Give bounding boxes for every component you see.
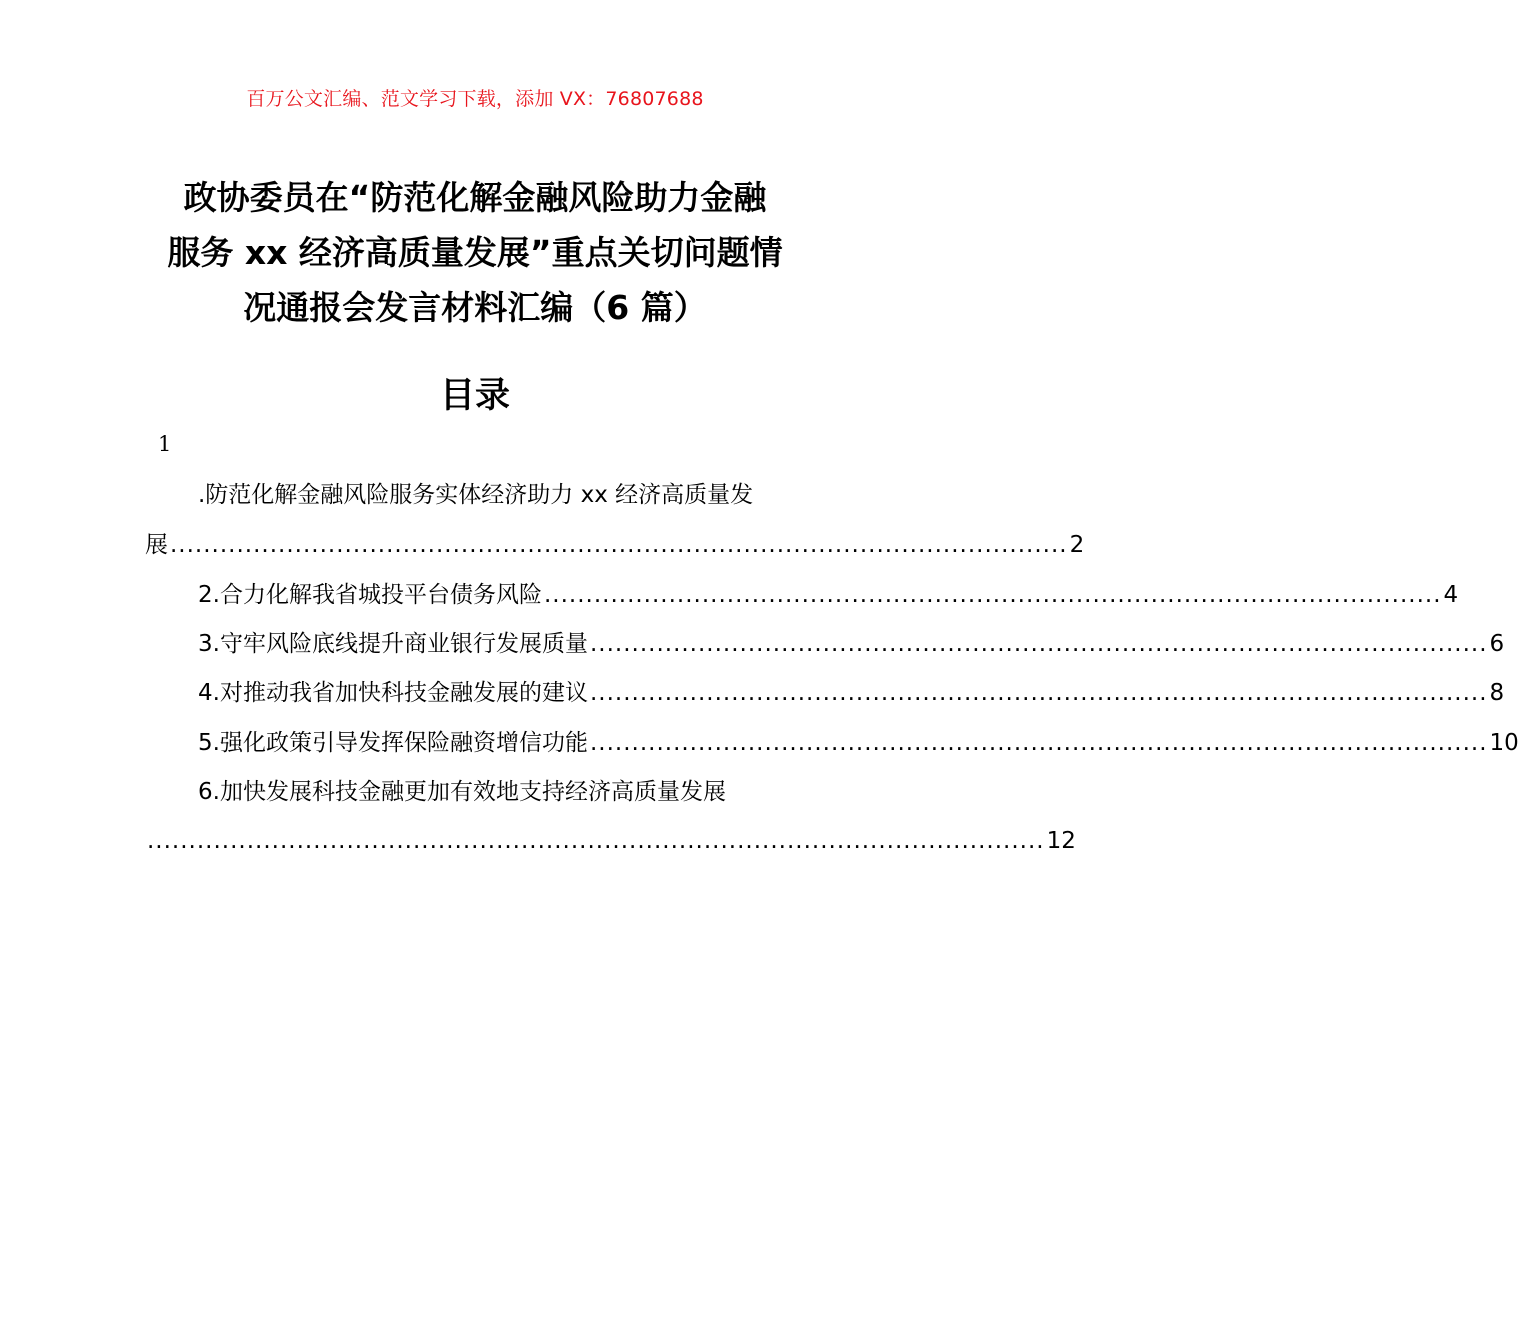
toc-entry-6-page: 12 (1046, 828, 1076, 854)
toc-dot-leader: ............................................................................................................ (589, 631, 1488, 657)
toc-heading: 目录 (439, 376, 510, 416)
toc-dot-leader: ............................................................................................................ (147, 828, 1045, 854)
toc-entry-6-line-2[interactable] (145, 826, 1076, 856)
title-line-1: 政协委员在“防范化解金融风险助力金融 (183, 178, 767, 217)
toc-entry-4-text: 4.对推动我省加快科技金融发展的建议 (198, 680, 588, 706)
document-title (120, 170, 830, 335)
toc-entry-5-page: 10 (1489, 730, 1519, 756)
toc-entry-2-text: 2.合力化解我省城投平台债务风险 (198, 582, 542, 608)
toc-stray-number: 1 (158, 432, 172, 456)
title-line-2: 服务 xx 经济高质量发展”重点关切问题情 (167, 233, 783, 272)
toc-entry-2-page: 4 (1443, 582, 1459, 608)
toc-entry-5[interactable] (145, 728, 1519, 758)
title-line-3: 况通报会发言材料汇编（6 篇） (243, 288, 707, 327)
toc-entry-5-text: 5.强化政策引导发挥保险融资增信功能 (198, 730, 588, 756)
toc-entry-4[interactable] (145, 678, 1505, 708)
toc-entry-2[interactable] (145, 580, 1459, 610)
toc-entry-3-page: 6 (1489, 631, 1505, 657)
toc-entry-6-text: 6.加快发展科技金融更加有效地支持经济高质量发展 (198, 779, 726, 805)
toc-entry-6-line-1[interactable] (145, 777, 805, 807)
toc-dot-leader: ............................................................................................................ (589, 730, 1488, 756)
toc-entry-1-text-continued: 展 (145, 532, 168, 558)
toc-entry-1-line-1[interactable] (145, 480, 805, 510)
toc-entry-3[interactable] (145, 629, 1505, 659)
header-note: 百万公文汇编、范文学习下载，添加 VX：76807688 (246, 88, 704, 110)
toc-entry-1-line-2[interactable] (145, 530, 1085, 560)
toc-entry-1-text: .防范化解金融风险服务实体经济助力 xx 经济高质量发 (198, 482, 754, 508)
toc-dot-leader: ............................................................................................................ (589, 680, 1488, 706)
toc-entry-1-page: 2 (1069, 532, 1085, 558)
toc-dot-leader: ............................................................................................................ (170, 532, 1068, 558)
toc-entry-4-page: 8 (1489, 680, 1505, 706)
toc-dot-leader: ............................................................................................................ (543, 582, 1442, 608)
toc-entry-3-text: 3.守牢风险底线提升商业银行发展质量 (198, 631, 588, 657)
